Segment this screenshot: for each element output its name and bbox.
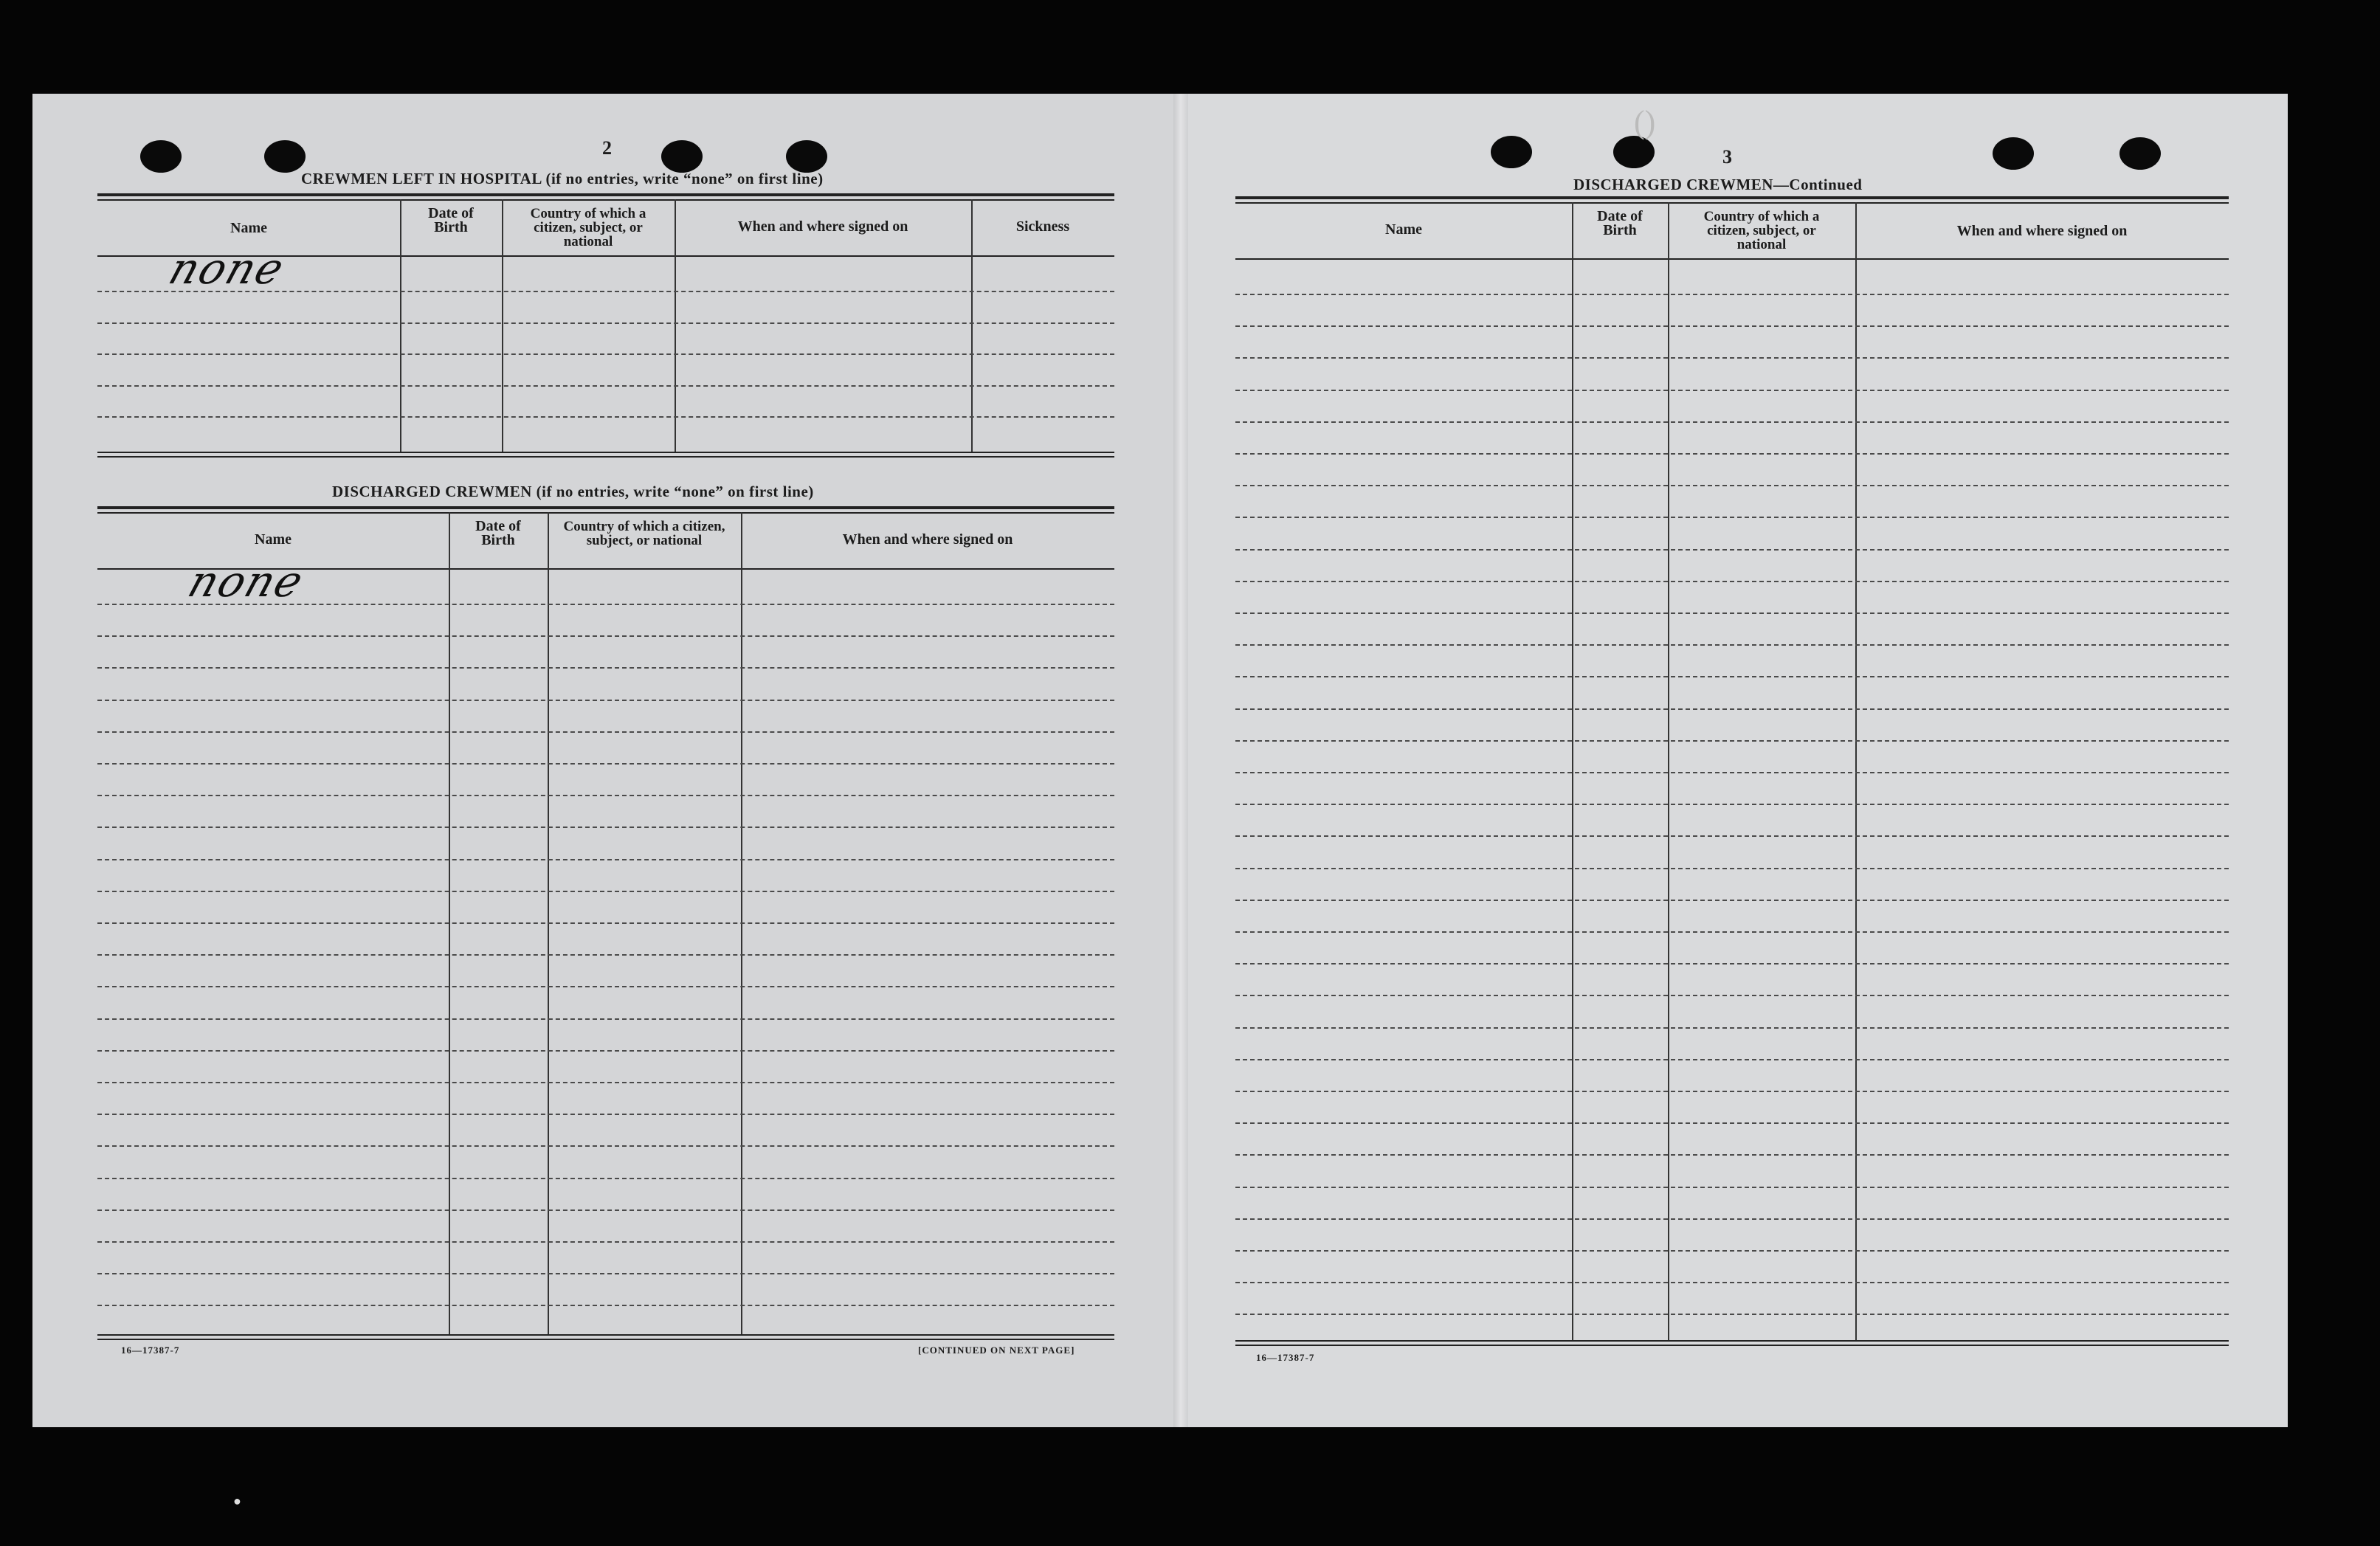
hospital-table-column-divider [400, 199, 401, 452]
discharged-table-top-rule [97, 506, 1114, 509]
continued-table-row-line [1235, 868, 2229, 869]
discharged-table-top-rule-inner [97, 512, 1114, 514]
continued-table-row-line [1235, 963, 2229, 964]
continued-table-row-line [1235, 421, 2229, 423]
continued-table-row-line [1235, 357, 2229, 359]
punch-hole [1491, 136, 1532, 168]
punch-hole [2119, 137, 2161, 170]
discharged-table-row-line [97, 731, 1114, 733]
hospital-table-bottom-rule-2 [97, 456, 1114, 458]
continued-table-column-divider [1855, 202, 1857, 1340]
hospital-table-column-divider [971, 199, 973, 452]
continued-table-row-line [1235, 1027, 2229, 1029]
hospital-table-top-rule [97, 193, 1114, 196]
punch-hole [1993, 137, 2034, 170]
continued-table-row-line [1235, 325, 2229, 327]
continued-table-column-divider [1668, 202, 1669, 1340]
discharged-table-row-line [97, 827, 1114, 828]
discharged-table-bottom-rule [97, 1334, 1114, 1336]
discharged-table-row-line [97, 954, 1114, 956]
discharged-table-row-line [97, 1018, 1114, 1020]
page-number-left: 2 [602, 137, 612, 159]
punch-hole [661, 140, 703, 173]
discharged-table-row-line [97, 1114, 1114, 1115]
continued-table-row-line [1235, 1187, 2229, 1188]
continued-table-row-line [1235, 390, 2229, 391]
hospital-table-header-date-of-birth: Date of Birth [428, 205, 474, 235]
discharged-table-row-line [97, 635, 1114, 637]
continued-table-row-line [1235, 1059, 2229, 1060]
continued-table-row-line [1235, 1282, 2229, 1283]
continued-table-row-line [1235, 835, 2229, 837]
continued-table-row-line [1235, 1154, 2229, 1156]
hospital-table-row-line [97, 385, 1114, 387]
hospital-table-handwritten-entry: none [162, 244, 292, 294]
discharged-table-row-line [97, 1145, 1114, 1147]
continued-table-row-line [1235, 804, 2229, 805]
page-number-right: 3 [1722, 146, 1732, 168]
continued-table-row-line [1235, 708, 2229, 710]
hospital-table-header-country: Country of which a citizen, subject, or national [530, 206, 646, 249]
continued-table-row-line [1235, 1122, 2229, 1124]
discharged-table-header-name: Name [255, 531, 292, 548]
discharged-table-row-line [97, 1178, 1114, 1179]
continued-table-row-line [1235, 995, 2229, 996]
continued-table-header-date-of-birth: Date of Birth [1597, 208, 1643, 238]
continued-table-header-rule [1235, 258, 2229, 260]
continued-table-top-rule [1235, 196, 2229, 199]
hospital-table-row-line [97, 416, 1114, 418]
hospital-table-row-line [97, 353, 1114, 355]
hospital-table-column-divider [675, 199, 676, 452]
discharged-table-row-line [97, 922, 1114, 924]
continued-table-row-line [1235, 644, 2229, 646]
hospital-table-header-sickness: Sickness [1015, 218, 1070, 235]
continued-table-row-line [1235, 1250, 2229, 1252]
discharged-table-row-line [97, 891, 1114, 892]
hospital-table-bottom-rule [97, 452, 1114, 453]
discharged-table-row-line [97, 1209, 1114, 1211]
scan-speck: ● [233, 1494, 241, 1508]
continued-table-column-divider [1572, 202, 1573, 1340]
continued-table-row-line [1235, 485, 2229, 486]
hospital-table-top-rule-inner [97, 199, 1114, 201]
continued-table-row-line [1235, 740, 2229, 742]
punch-hole [140, 140, 182, 173]
hospital-section-title: CREWMEN LEFT IN HOSPITAL (if no entries, write “none” on first line) [301, 170, 824, 187]
continued-table-header-name: Name [1385, 221, 1422, 238]
continued-table-row-line [1235, 1091, 2229, 1092]
continued-table-row-line [1235, 294, 2229, 295]
continued-table-header-signed-on: When and where signed on [1956, 223, 2128, 239]
hospital-table-header-signed-on: When and where signed on [737, 218, 908, 235]
page-fold [1173, 94, 1188, 1427]
discharged-table-row-line [97, 986, 1114, 987]
discharged-table-row-line [97, 1305, 1114, 1306]
continued-table-row-line [1235, 676, 2229, 677]
discharged-table-row-line [97, 763, 1114, 765]
punch-hole [786, 140, 827, 173]
discharged-table-header-signed-on: When and where signed on [842, 531, 1013, 548]
discharged-table-row-line [97, 795, 1114, 796]
continued-note: [CONTINUED ON NEXT PAGE] [918, 1345, 1075, 1356]
discharged-section-title: DISCHARGED CREWMEN (if no entries, write “none” on first line) [332, 483, 814, 500]
continued-table-row-line [1235, 581, 2229, 582]
continued-table-header-country: Country of which a citizen, subject, or national [1703, 209, 1820, 252]
form-number-right: 16—17387-7 [1256, 1352, 1315, 1363]
left-page [32, 94, 1181, 1427]
punch-hole [264, 140, 306, 173]
continued-table-row-line [1235, 612, 2229, 614]
continued-table-row-line [1235, 549, 2229, 551]
pencil-mark: () [1634, 104, 1656, 140]
continued-table-row-line [1235, 1314, 2229, 1315]
discharged-table-bottom-rule-2 [97, 1339, 1114, 1340]
continued-table-row-line [1235, 453, 2229, 455]
discharged-table-row-line [97, 859, 1114, 860]
continued-table-row-line [1235, 517, 2229, 518]
continued-table-bottom-rule [1235, 1340, 2229, 1342]
discharged-table-row-line [97, 1241, 1114, 1243]
continued-table-row-line [1235, 1218, 2229, 1220]
discharged-table-row-line [97, 1273, 1114, 1274]
hospital-table-row-line [97, 322, 1114, 324]
continued-table-top-rule-inner [1235, 202, 2229, 204]
discharged-table-handwritten-entry: none [182, 556, 311, 607]
discharged-table-row-line [97, 700, 1114, 701]
discharged-table-row-line [97, 1082, 1114, 1083]
continued-table-row-line [1235, 900, 2229, 901]
discharged-table-row-line [97, 1050, 1114, 1052]
discharged-table-header-country: Country of which a citizen, subject, or national [563, 519, 725, 548]
discharged-table-row-line [97, 667, 1114, 669]
hospital-table-header-name: Name [230, 220, 267, 236]
continued-table-row-line [1235, 772, 2229, 773]
form-number-left: 16—17387-7 [121, 1345, 180, 1356]
continued-section-title: DISCHARGED CREWMEN—Continued [1573, 176, 1863, 193]
continued-table-bottom-rule-2 [1235, 1345, 2229, 1346]
discharged-table-header-date-of-birth: Date of Birth [475, 518, 521, 548]
continued-table-row-line [1235, 931, 2229, 933]
